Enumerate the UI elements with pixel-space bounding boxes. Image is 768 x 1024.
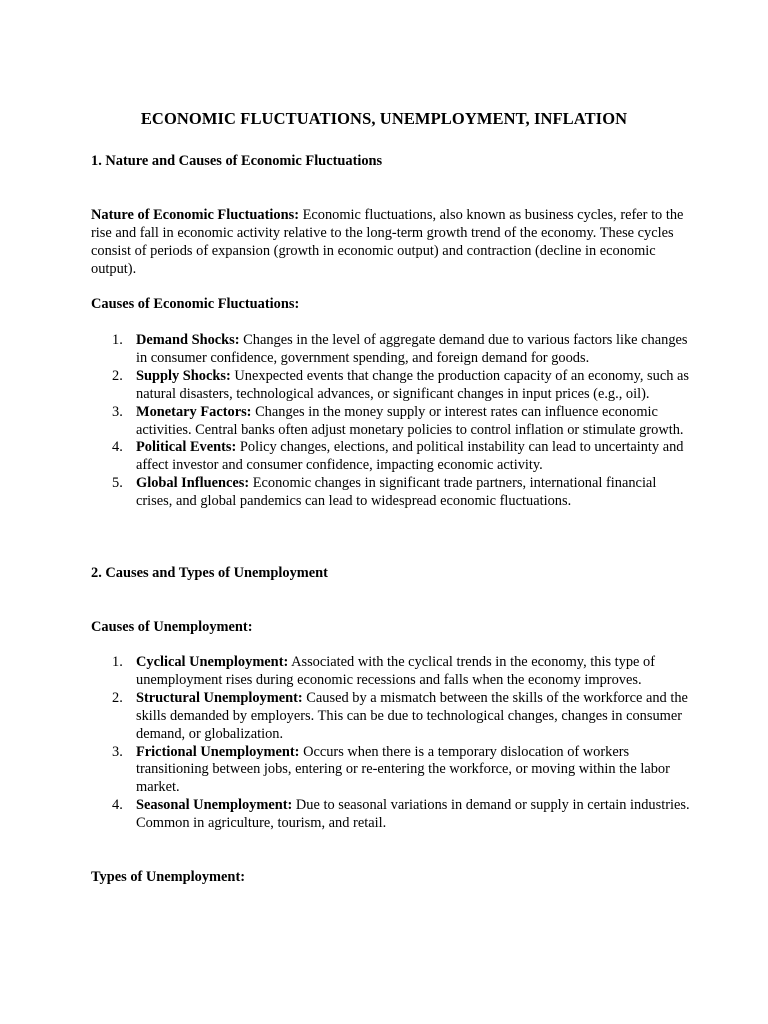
list-item <box>91 654 691 690</box>
list-text: Associated with the cyclical trends in the economy, this type of unemployment rises during economic recessions and falls when the economy improves. <box>136 654 656 688</box>
causes-unemployment-heading: Causes of Unemployment: <box>91 619 253 635</box>
list-text: Due to seasonal variations in demand or supply in certain industries. Common in agriculture, tourism, and retail. <box>136 797 690 832</box>
list-term: Political Events: <box>136 439 237 456</box>
list-item <box>91 797 691 833</box>
list-term: Demand Shocks: <box>136 332 240 348</box>
list-number: 3. <box>112 403 123 420</box>
list-term: Global Influences: <box>136 475 250 492</box>
list-item <box>91 475 691 511</box>
document-title: ECONOMIC FLUCTUATIONS, UNEMPLOYMENT, INFLATION <box>140 109 628 128</box>
list-term: Frictional Unemployment: <box>136 743 300 760</box>
list-number: 3. <box>112 743 123 760</box>
list-number: 4. <box>112 797 123 814</box>
list-number: 4. <box>112 439 123 456</box>
nature-text: Economic fluctuations, also known as business cycles, refer to the rise and fall in economic activity relative to the long-term growth trend of the economy. These cycles consist of periods of expansion (growth in economic output) and contraction (decline in economic output). <box>91 207 684 277</box>
list-term: Structural Unemployment: <box>136 689 303 706</box>
causes-unemployment-list <box>91 654 691 833</box>
list-item <box>91 404 691 440</box>
list-number: 5. <box>112 475 123 492</box>
list-number: 1. <box>112 654 123 670</box>
list-text: Occurs when there is a temporary dislocation of workers transitioning between jobs, entering or re-entering the workforce, or moving within the labor market. <box>136 743 670 796</box>
list-item <box>91 744 691 798</box>
nature-paragraph <box>91 207 691 279</box>
causes-fluctuations-heading: Causes of Economic Fluctuations: <box>91 296 300 312</box>
list-item <box>91 332 691 368</box>
causes-fluctuations-list <box>91 332 691 511</box>
types-unemployment-heading: Types of Unemployment: <box>91 869 246 885</box>
list-text: Policy changes, elections, and political instability can lead to uncertainty and affect investor and consumer confidence, impacting economic activity. <box>136 439 684 474</box>
list-text: Caused by a mismatch between the skills of the workforce and the skills demanded by employers. This can be due to technological changes, changes in consumer demand, or globalization. <box>136 689 688 742</box>
list-number: 2. <box>112 367 123 384</box>
list-item <box>91 439 691 475</box>
section-2-heading: 2. Causes and Types of Unemployment <box>91 565 328 581</box>
list-text: Changes in the money supply or interest rates can influence economic activities. Central banks often adjust monetary policies to control inflation or stimulate growth. <box>136 403 684 438</box>
list-text: Unexpected events that change the production capacity of an economy, such as natural disasters, technological advances, or significant changes in input prices (e.g., oil). <box>136 367 689 402</box>
list-item <box>91 368 691 404</box>
section-1-heading: 1. Nature and Causes of Economic Fluctuations <box>91 153 383 169</box>
list-number: 1. <box>112 332 123 348</box>
nature-term: Nature of Economic Fluctuations: <box>91 207 299 223</box>
list-number: 2. <box>112 689 123 706</box>
list-term: Monetary Factors: <box>136 403 252 420</box>
list-term: Cyclical Unemployment: <box>136 654 289 670</box>
list-item <box>91 690 691 744</box>
list-text: Economic changes in significant trade partners, international financial crises, and global pandemics can lead to widespread economic fluctuations. <box>136 475 657 510</box>
list-term: Seasonal Unemployment: <box>136 797 293 814</box>
list-text: Changes in the level of aggregate demand due to various factors like changes in consumer confidence, government spending, and foreign demand for goods. <box>136 332 688 366</box>
list-term: Supply Shocks: <box>136 367 231 384</box>
